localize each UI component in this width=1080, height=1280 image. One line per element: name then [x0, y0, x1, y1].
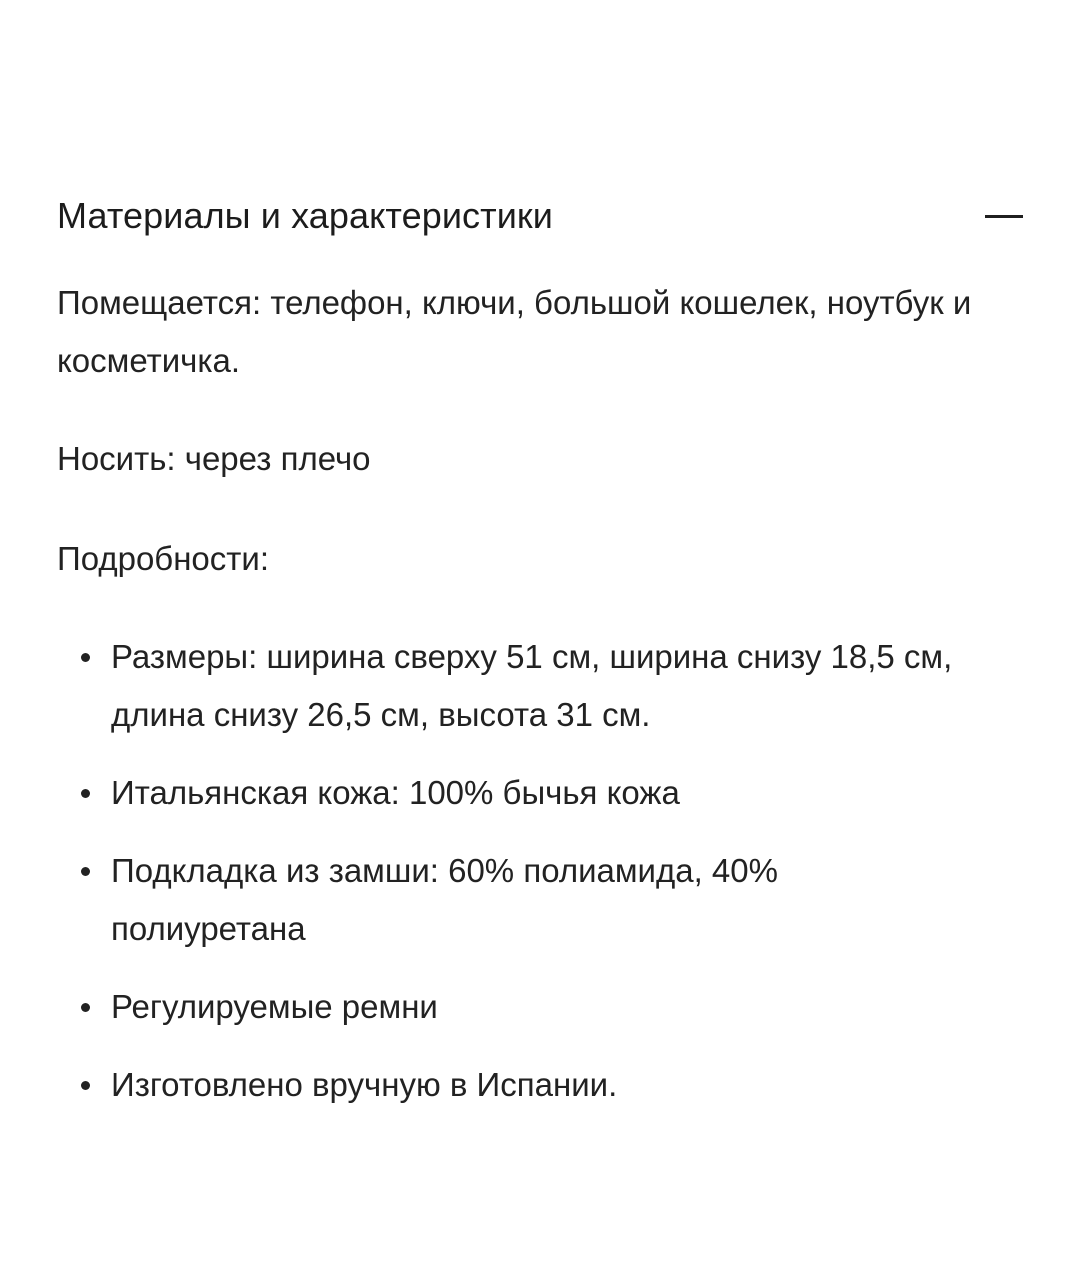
materials-section	[57, 186, 1027, 1134]
details-list	[57, 628, 1027, 1114]
list-item	[57, 628, 971, 744]
section-title: Материалы и характеристики	[57, 195, 553, 236]
bullet-icon	[81, 1081, 90, 1090]
list-item-text: Изготовлено вручную в Испании.	[111, 1066, 618, 1103]
section-body	[57, 274, 1027, 1114]
list-item	[57, 1056, 971, 1114]
bullet-icon	[81, 1003, 90, 1012]
list-item	[57, 978, 971, 1036]
list-item-text: Регулируемые ремни	[111, 988, 438, 1025]
details-heading: Подробности:	[57, 540, 270, 577]
fits-text: Помещается: телефон, ключи, большой кошелек, ноутбук и косметичка.	[57, 284, 972, 379]
list-item-text: Подкладка из замши: 60% полиамида, 40% полиуретана	[111, 852, 778, 947]
collapse-toggle-button[interactable]	[981, 196, 1023, 236]
bullet-icon	[81, 867, 90, 876]
wear-text: Носить: через плечо	[57, 440, 371, 477]
bullet-icon	[81, 789, 90, 798]
list-item-text: Размеры: ширина сверху 51 см, ширина снизу 18,5 см, длина снизу 26,5 см, высота 31 см.	[111, 638, 953, 733]
list-item	[57, 842, 971, 958]
minus-icon	[985, 215, 1023, 218]
list-item	[57, 764, 971, 822]
bullet-icon	[81, 653, 90, 662]
section-header[interactable]	[57, 186, 1027, 246]
list-item-text: Итальянская кожа: 100% бычья кожа	[111, 774, 680, 811]
